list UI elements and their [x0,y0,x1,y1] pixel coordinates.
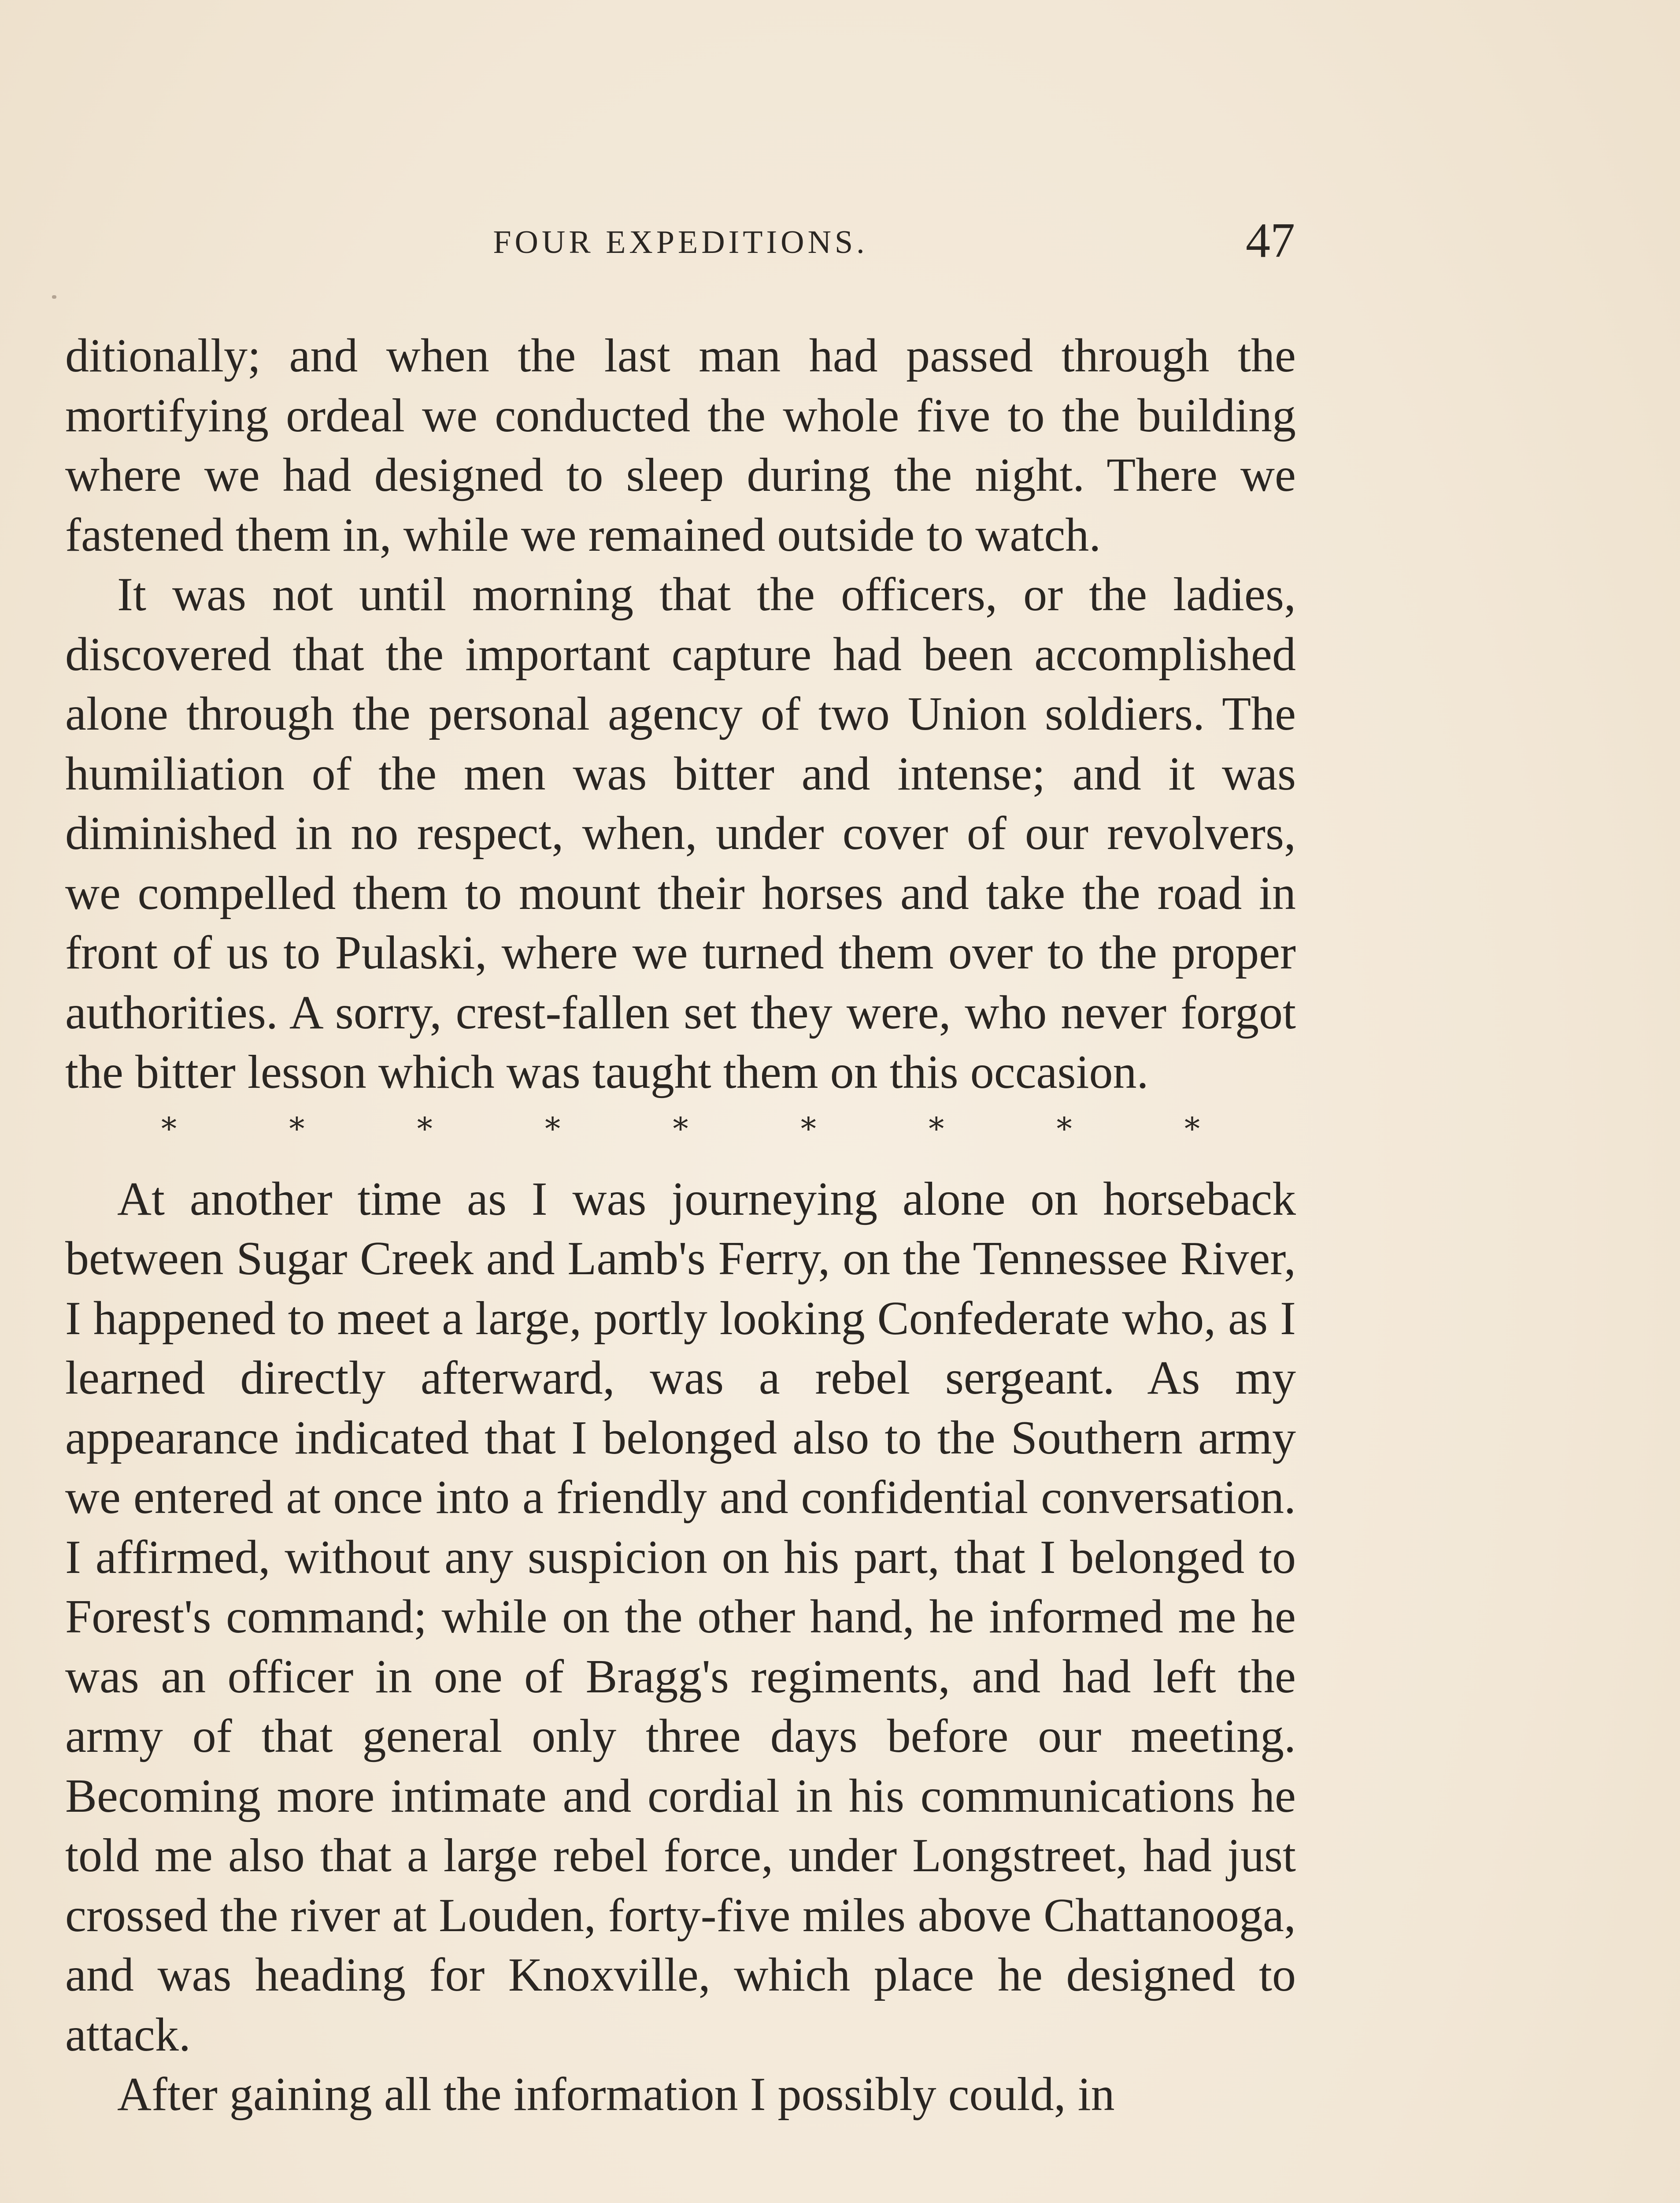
paragraph-3: At another time as I was journeying alone on horseback between Sugar Creek and Lamb's Ferry, on the Tennessee River, I happened to meet a large, portly looking Confederate who, as I learned directly afterward, was a rebel sergeant. As my appearance indicated that I belonged also to the Southern army we entered at once into a friendly and confidential conversation. I affirmed, without any suspicion on his part, that I belonged to Forest's command; while on the other hand, he informed me he was an officer in one of Bragg's regiments, and had left the army of that general only three days before our meeting. Becoming more intimate and cordial in his communications he told me also that a large rebel force, under Longstreet, had just crossed the river at Louden, forty-five miles above Chattanooga, and was heading for Knoxville, which place he designed to attack. [65,1172,1296,2061]
section-break-asterisk: * [289,1110,305,1147]
section-break-asterisk: * [161,1110,177,1147]
section-break-asterisk: * [673,1110,688,1147]
section-break-asterisk: * [800,1110,816,1147]
running-head [66,213,1295,273]
paper-speck [52,295,56,299]
running-title: FOUR EXPEDITIONS. [493,224,868,260]
paragraph-1: ditionally; and when the last man had passed through the mortifying ordeal we conducted the whole five to the building where we had designed to sleep during the night. There we fastened them in, while we remained outside to watch. [65,330,1296,561]
section-break [65,1102,1296,1155]
page-number: 47 [1246,213,1295,268]
paragraph-2: It was not until morning that the officers, or the ladies, discovered that the important capture had been accomplished alone through the personal agency of two Union soldiers. The humiliation of the men was bitter and intense; and it was diminished in no respect, when, under cover of our revolvers, we compelled them to mount their horses and take the road in front of us to Pulaski, where we turned them over to the proper authorities. A sorry, crest-fallen set they were, who never forgot the bitter lesson which was taught them on this occasion. [65,568,1296,1098]
section-break-asterisk: * [1184,1110,1200,1147]
section-break-asterisk: * [417,1110,433,1147]
section-break-asterisk: * [545,1110,561,1147]
body-text [65,326,1296,2125]
paragraph-4: After gaining all the information I possibly could, in [117,2068,1115,2121]
section-break-asterisk: * [1056,1110,1072,1147]
section-break-asterisk: * [929,1110,944,1147]
